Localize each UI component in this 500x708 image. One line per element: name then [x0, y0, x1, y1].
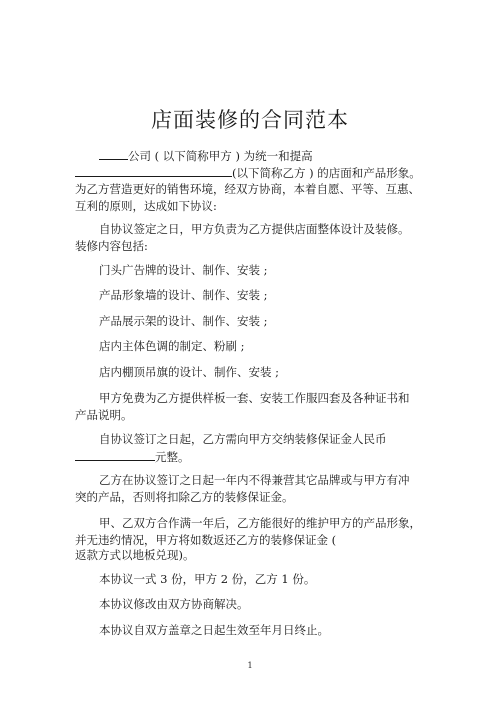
- amendment-line: 本协议修改由双方协商解决。: [99, 597, 249, 611]
- list-item: 产品展示架的设计、制作、安装 ;: [99, 314, 268, 328]
- intro-line-4: 互利的原则，达成如下协议:: [75, 199, 217, 213]
- intro-line-1: [99, 148, 313, 164]
- sample-line-2: 产品说明。: [75, 408, 133, 422]
- scope-line-2: 装修内容包括:: [75, 239, 148, 253]
- copies-line: 本协议一式 3 份，甲方 2 份，乙方 1 份。: [99, 572, 316, 586]
- refund-line-3: 返款方式以地板兑现)。: [75, 548, 195, 562]
- sample-line-1: 甲方免费为乙方提供样板一套、安装工作服四套及各种证书和: [99, 391, 410, 405]
- list-item: 门头广告牌的设计、制作、安装 ;: [99, 263, 268, 277]
- page-number: 1: [247, 661, 253, 670]
- refund-line-2: 并无违约情况，甲方将如数返还乙方的装修保证金 (: [75, 533, 337, 547]
- document-title: 店面装修的合同范本: [151, 108, 349, 132]
- refund-line-1: 甲、乙双方合作满一年后，乙方能很好的维护甲方的产品形象，: [99, 516, 421, 530]
- list-item: 店内棚顶吊旗的设计、制作、安装 ;: [99, 365, 280, 379]
- party-b-blank: [75, 165, 232, 177]
- intro-line-3: 为乙方营造更好的销售环境，经双方协商，本着自愿、平等、互惠、: [75, 182, 420, 196]
- deposit-line-1: 自协议签订之日起，乙方需向甲方交纳装修保证金人民币: [99, 432, 387, 446]
- intro-line-2-text: (以下简称乙方 ) 的店面和产品形象。: [232, 166, 421, 180]
- list-item: 店内主体色调的制定、粉刷 ;: [99, 339, 245, 353]
- intro-line-2: [75, 165, 421, 181]
- deposit-amount-blank: [75, 449, 155, 461]
- intro-line-1-text: 公司 ( 以下简称甲方 ) 为统一和提高: [128, 149, 313, 163]
- party-a-blank: [99, 148, 128, 160]
- scope-line-1: 自协议签定之日，甲方负责为乙方提供店面整体设计及装修。: [99, 222, 410, 236]
- deposit-line-2: [75, 449, 190, 465]
- list-item: 产品形象墙的设计、制作、安装 ;: [99, 288, 268, 302]
- validity-line: 本协议自双方盖章之日起生效至年月日终止。: [99, 623, 329, 637]
- exclusivity-line-1: 乙方在协议签订之日起一年内不得兼营其它品牌或与甲方有冲: [99, 473, 410, 487]
- exclusivity-line-2: 突的产品，否则将扣除乙方的装修保证金。: [75, 490, 294, 504]
- deposit-line-2-text: 元整。: [155, 450, 190, 464]
